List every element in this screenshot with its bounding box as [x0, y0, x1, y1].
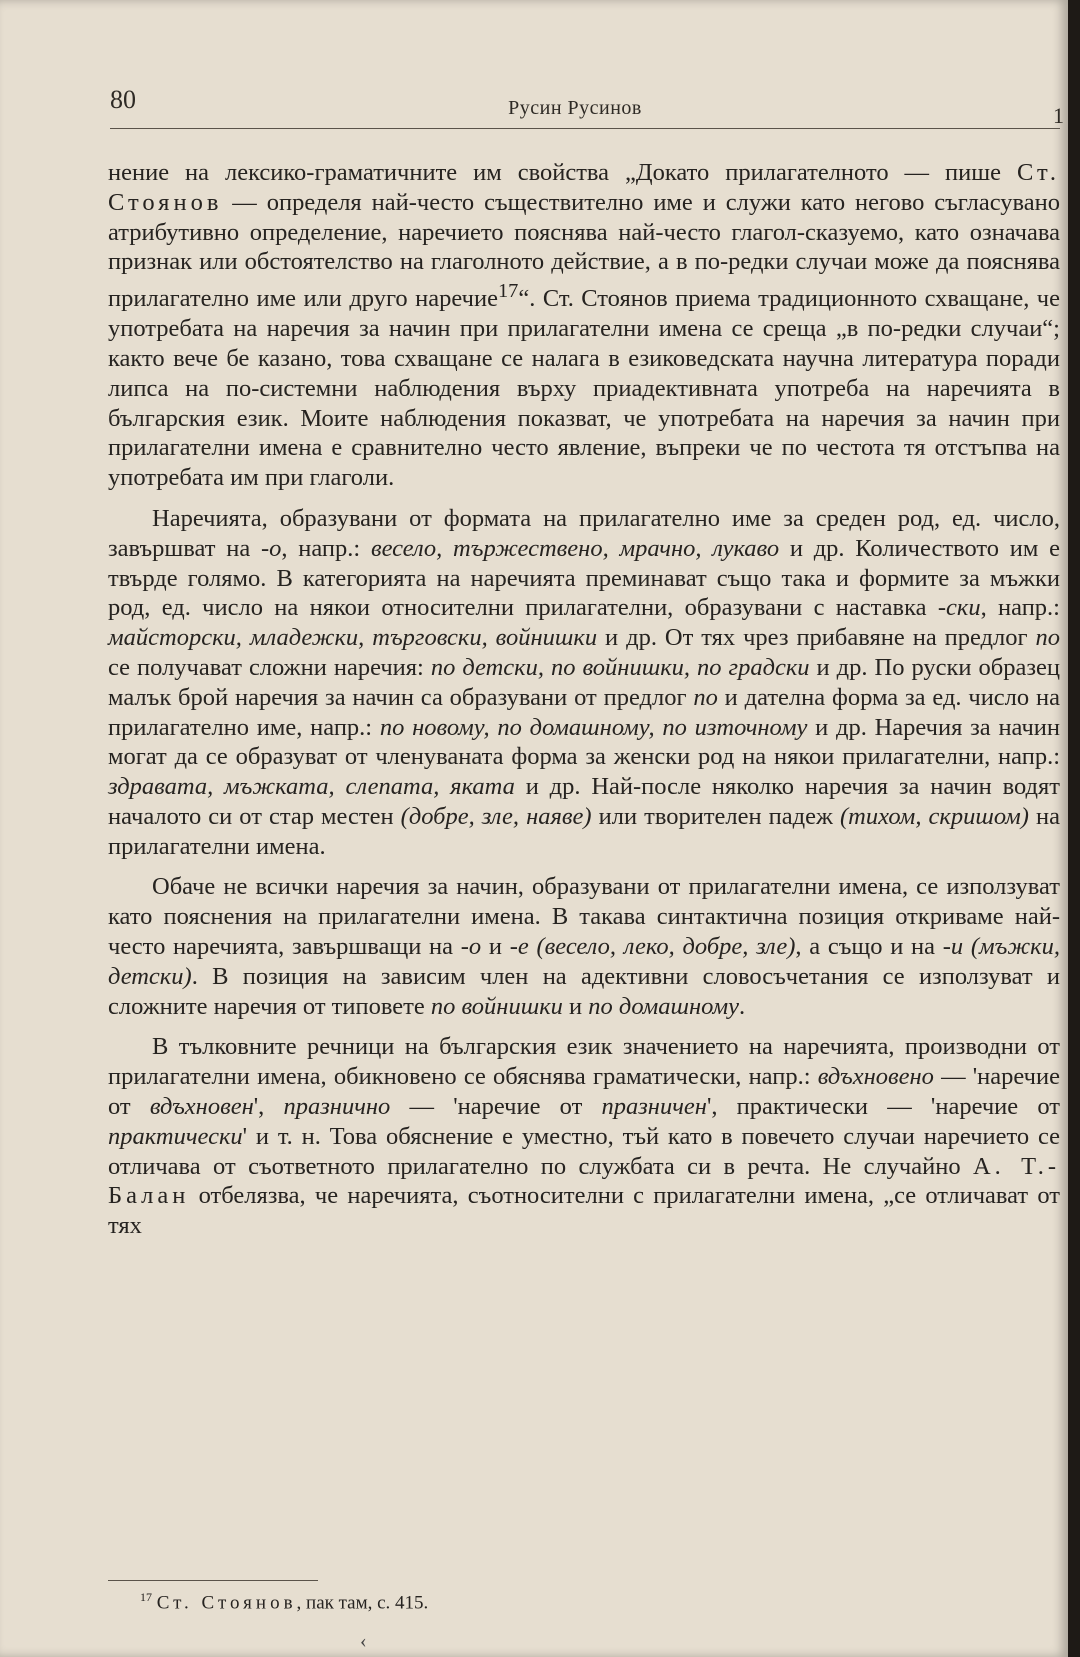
footnote-ref: 17 — [497, 280, 519, 303]
text-run: — определя най-често съществително име и служи като негово съгласувано атрибутивно определение, наречието пояснява най-често глагол-сказуемо, като означава признак или обстоятелство на глаголното действие, а в по-редки случаи може да пояснява прилагателно име или друго наречие — [108, 188, 1060, 313]
text-run: В тълковните речници на българския език значението на наречията, производни от прилагателни имена, обикновено се обяснява граматически, напр.: — [108, 1033, 1060, 1091]
body-text — [108, 158, 1060, 1241]
text-run: “. Ст. Стоянов приема традиционното схващане, че употребата на наречия за начин при прилагателни имена се среща „в по-редки случаи“; както вече бе казано, това схващане се налага в езиковедската научна литература поради липса на по-системни наблюдения върху приадективната употреба на наречията в българския език. Моите наблюдения показват, че употребата на наречия за начин при прилагателни имена е сравнително често явление, въпреки че по честота тя отстъпва на употребата им при глаголи. — [108, 285, 1060, 492]
text-run: на прилагателни имена. — [108, 802, 1060, 860]
example-word: празничен — [601, 1093, 707, 1121]
page-edge — [1068, 0, 1080, 1657]
text-run: ' и т. н. Това обяснение е уместно, тъй като в повечето случаи наречието се отличава от съответното прилагателно по службата си в речта. Не случайно — [108, 1122, 1060, 1180]
text-run: и др. Количеството им е твърде голямо. В категорията на наречията преминават също така и формите за мъжки род, ед. число на някои относителни прилагателни, образувани с наставка — [108, 534, 1060, 622]
text-run: , напр.: — [281, 534, 371, 562]
header-rule — [110, 128, 1060, 129]
text-run: Наречията, образувани от формата на прилагателно име за среден род, ед. число, завършват на — [108, 504, 1060, 562]
example-word: -е (весело, леко, добре, зле) — [509, 933, 796, 961]
example-word: по детски, по войнишки, по градски — [430, 653, 810, 681]
bottom-marker: ‹ — [360, 1630, 367, 1652]
example-word: весело, тържествено, мрачно, лукаво — [370, 534, 780, 562]
example-word: -о — [460, 933, 482, 961]
example-word: по домашному — [588, 992, 739, 1020]
text-run: и — [562, 992, 589, 1020]
footnote — [140, 1590, 840, 1614]
text-run: , а също и на — [795, 933, 943, 961]
text-run: се получават сложни наречия: — [108, 653, 431, 681]
example-word: -и (мъжки, детски) — [108, 933, 1060, 990]
page-number: 80 — [110, 85, 136, 114]
text-run: ', — [253, 1093, 284, 1121]
example-word: по новому, по домашному, по източному — [379, 713, 808, 741]
example-word: празнично — [283, 1093, 391, 1121]
example-word: практически — [108, 1122, 243, 1150]
text-run: , напр.: — [980, 594, 1060, 622]
example-word: по войнишки — [430, 992, 563, 1020]
author-name: А. Т.-Балан — [108, 1152, 1060, 1210]
author-name: Ст. Стоянов — [108, 159, 1060, 216]
text-run: отбелязва, че наречията, съотносителни с прилагателни имена, „се отличават от тях — [108, 1182, 1060, 1240]
paragraph — [108, 158, 1060, 493]
example-word: -о — [260, 534, 282, 562]
footnote-text: , пак там, с. 415. — [296, 1592, 429, 1614]
footnote-rule — [108, 1580, 318, 1581]
example-word: вдъхновен — [149, 1093, 254, 1121]
text-run: — 'наречие от — [390, 1093, 602, 1121]
example-word: -ски — [937, 594, 981, 622]
text-run: ', практически — 'наречие от — [706, 1093, 1060, 1121]
text-run: Обаче не всички наречия за начин, образувани от прилагателни имена, се използуват като пояснения на прилагателни имена. В такава синтактична позиция откриваме най-често наречията, завършващи на — [108, 873, 1060, 961]
example-word: майсторски, младежки, търговски, войнишки — [108, 624, 598, 652]
page-header — [110, 85, 1064, 128]
text-run: . — [739, 992, 746, 1020]
running-title: Русин Русинов — [508, 97, 642, 119]
text-run: нение на лексико-граматичните им свойства „Докато прилагателното — пише — [108, 159, 1017, 186]
text-run: и др. По руски образец малък брой наречия за начин са образувани от предлог — [108, 653, 1061, 711]
example-word: (добре, зле, наяве) — [400, 802, 592, 830]
example-word: по — [693, 683, 718, 711]
text-run: и дателна форма за ед. число на прилагателно име, напр.: — [108, 683, 1060, 741]
paragraph — [108, 1032, 1060, 1241]
text-run: — 'наречие от — [108, 1063, 1060, 1121]
paragraph — [108, 872, 1060, 1021]
text-run: или творителен падеж — [591, 802, 840, 830]
edge-page-mark: 1 — [1053, 103, 1064, 128]
text-run: . В позиция на зависим член на адективни словосъчетания се използуват и сложните наречия от типовете — [108, 962, 1060, 1020]
example-word: вдъхновено — [817, 1063, 934, 1091]
footnote-number: 17 — [140, 1590, 152, 1604]
example-word: (тихом, скришом) — [840, 802, 1029, 830]
text-run: и др. От тях чрез прибавяне на предлог — [597, 624, 1036, 652]
text-run: и др. Най-после няколко наречия за начин водят началото си от стар местен — [108, 773, 1060, 830]
paragraph — [108, 504, 1060, 862]
text-run: и др. Наречия за начин могат да се образуват от членуваната форма за женски род на някои прилагателни, напр.: — [108, 713, 1060, 771]
example-word: здравата, мъжката, слепата, яката — [108, 773, 515, 801]
example-word: по — [1035, 624, 1060, 652]
text-run: и — [481, 933, 510, 961]
footnote-author: Ст. Стоянов — [156, 1592, 297, 1614]
